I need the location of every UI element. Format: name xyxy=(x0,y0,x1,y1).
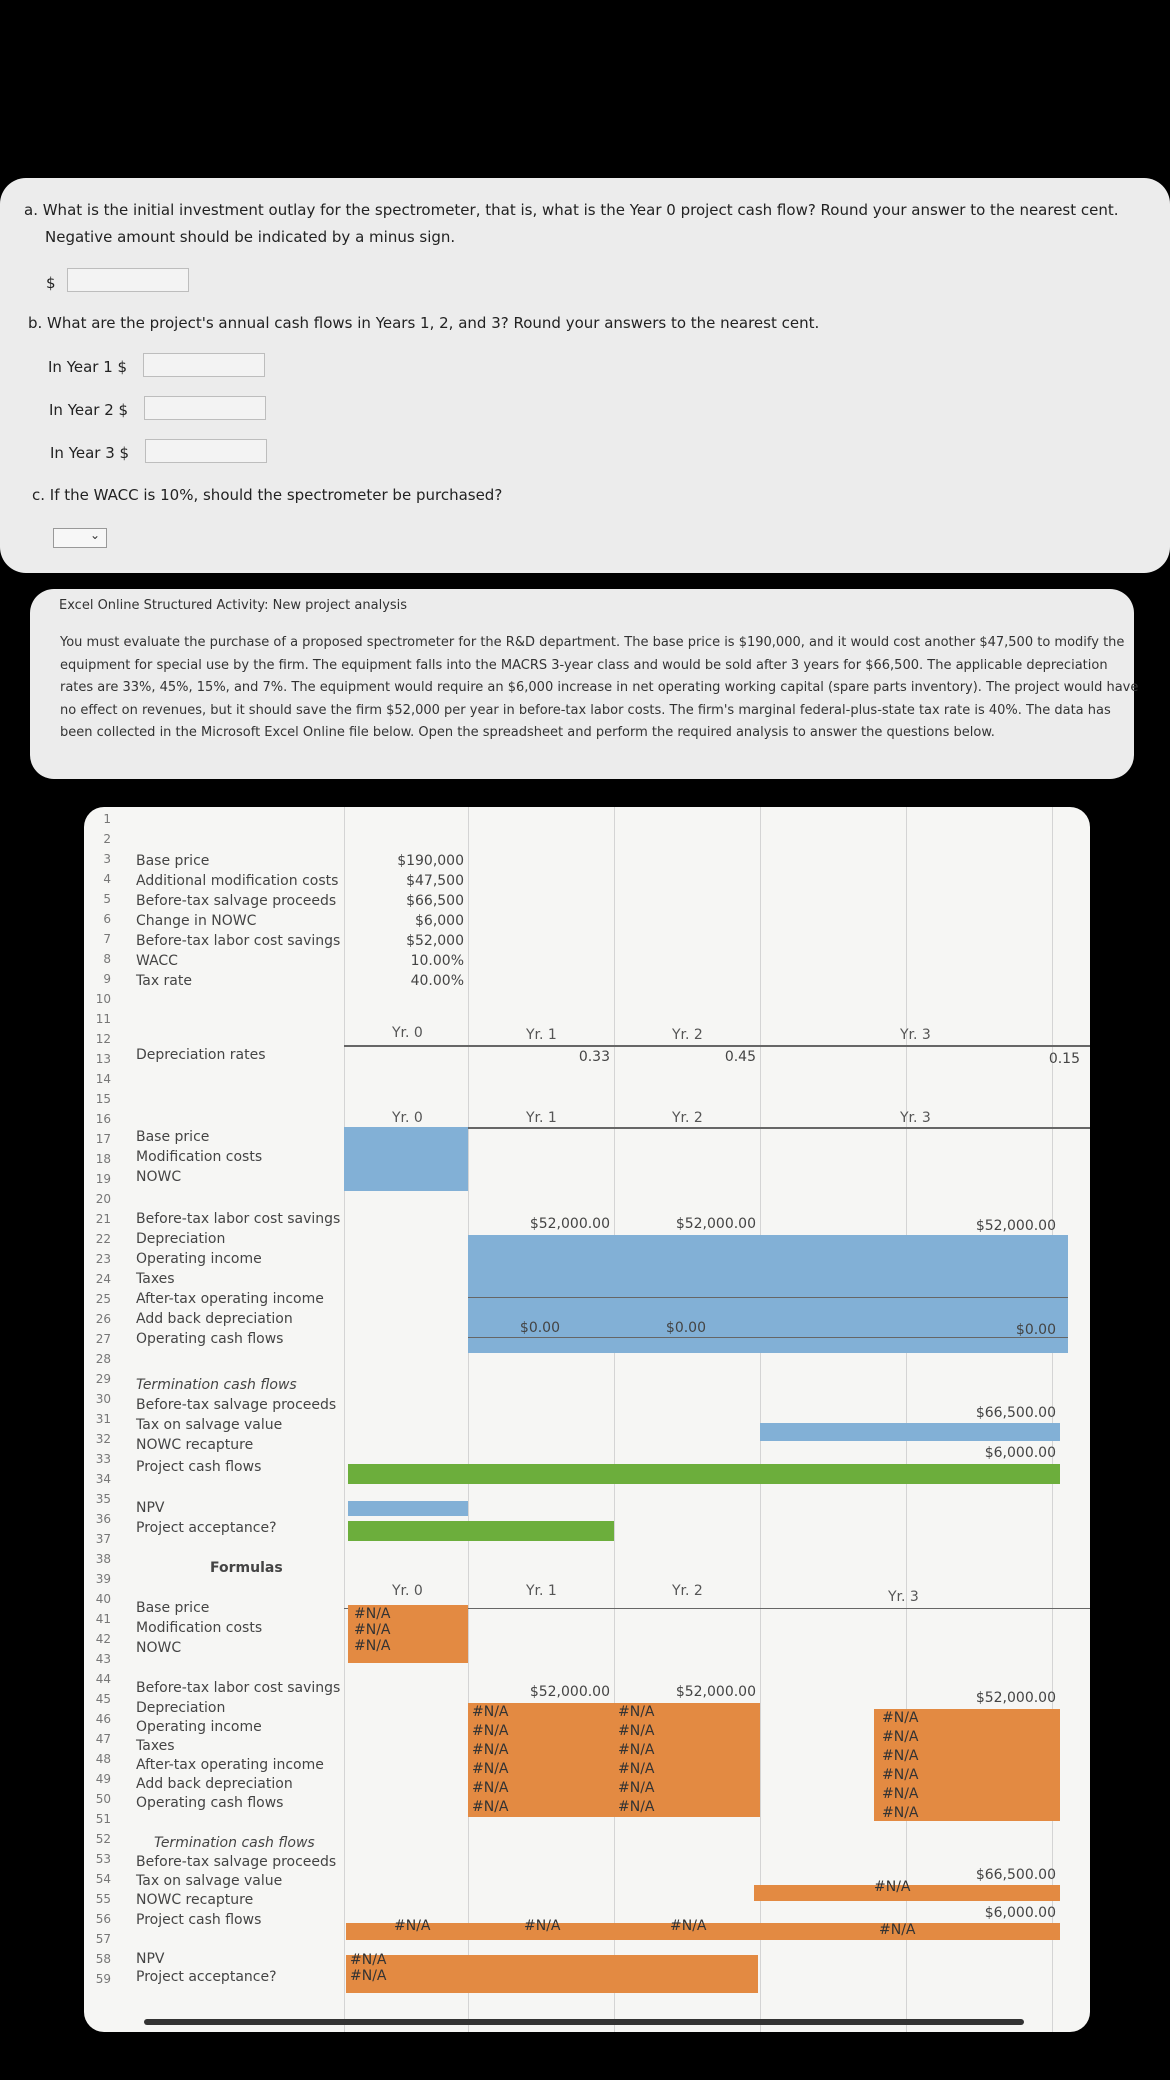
row-number: 12 xyxy=(95,1032,111,1046)
formula-na-cell[interactable]: #N/A xyxy=(618,1761,655,1777)
header-yr2: Yr. 2 xyxy=(672,1027,703,1043)
input-value-nowc[interactable]: $6,000 xyxy=(415,913,464,929)
formula-header-yr0: Yr. 0 xyxy=(392,1583,423,1599)
year2-input[interactable] xyxy=(144,396,266,420)
tax-on-salvage-cell[interactable] xyxy=(760,1423,1060,1441)
formula-labor-yr2[interactable]: $52,000.00 xyxy=(675,1684,756,1700)
labor-savings-yr2[interactable]: $52,000.00 xyxy=(675,1216,756,1232)
calc-header-yr0: Yr. 0 xyxy=(392,1110,423,1126)
formula-na-cell[interactable]: #N/A xyxy=(472,1742,509,1758)
row-number: 45 xyxy=(95,1692,111,1706)
row-number: 24 xyxy=(95,1272,111,1286)
input-label-nowc: Change in NOWC xyxy=(136,913,257,929)
row-number: 40 xyxy=(95,1592,111,1606)
row-number: 13 xyxy=(95,1052,111,1066)
after-tax-yr3[interactable]: $0.00 xyxy=(1015,1322,1056,1338)
formula-label-salvage: Before-tax salvage proceeds xyxy=(136,1854,337,1870)
formula-project-cf-yr1[interactable]: #N/A xyxy=(524,1918,561,1934)
row-number: 25 xyxy=(95,1292,111,1306)
row-number: 56 xyxy=(95,1912,111,1926)
formula-na-cell[interactable]: #N/A xyxy=(882,1710,919,1726)
formula-label-acceptance: Project acceptance? xyxy=(136,1969,277,1985)
grid-line xyxy=(760,807,761,2032)
row-number: 23 xyxy=(95,1252,111,1266)
salvage-yr3[interactable]: $66,500.00 xyxy=(975,1405,1056,1421)
horizontal-scrollbar[interactable] xyxy=(144,2019,1024,2025)
formula-header-yr2: Yr. 2 xyxy=(672,1583,703,1599)
calc-header-yr2: Yr. 2 xyxy=(672,1110,703,1126)
formula-header-yr3: Yr. 3 xyxy=(888,1589,919,1605)
header-yr1: Yr. 1 xyxy=(526,1027,557,1043)
grid-line xyxy=(614,807,615,2032)
label-npv: NPV xyxy=(136,1500,165,1516)
label-nowc-recapture: NOWC recapture xyxy=(136,1437,254,1453)
formula-na-cell[interactable]: #N/A xyxy=(618,1780,655,1796)
year3-input[interactable] xyxy=(145,439,267,463)
label-project-acceptance: Project acceptance? xyxy=(136,1520,277,1536)
row-number: 58 xyxy=(95,1952,111,1966)
row-number: 14 xyxy=(95,1072,111,1086)
yr0-input-cells[interactable] xyxy=(344,1127,468,1191)
formula-label-npv: NPV xyxy=(136,1951,165,1967)
label-base-price: Base price xyxy=(136,1129,210,1145)
input-label-tax-rate: Tax rate xyxy=(136,973,192,989)
question-b-text: b. What are the project's annual cash flows in Years 1, 2, and 3? Round your answers to the nearest cent. xyxy=(28,314,820,332)
row-number: 55 xyxy=(95,1892,111,1906)
row-number: 44 xyxy=(95,1672,111,1686)
row-number: 22 xyxy=(95,1232,111,1246)
formula-nowc-na[interactable]: #N/A xyxy=(354,1638,391,1654)
row-number: 50 xyxy=(95,1792,111,1806)
row-number: 15 xyxy=(95,1092,111,1106)
label-nowc: NOWC xyxy=(136,1169,182,1185)
chevron-down-icon: ⌄ xyxy=(89,528,100,542)
after-tax-yr1[interactable]: $0.00 xyxy=(519,1320,560,1336)
header-underline xyxy=(344,1045,1090,1047)
header-yr3: Yr. 3 xyxy=(900,1027,931,1043)
grid-line xyxy=(468,807,469,2032)
row-number: 1 xyxy=(103,812,111,826)
question-a-text: a. What is the initial investment outlay for the spectrometer, that is, what is the Year 0 project cash flow? Round your answer to the nearest cent. xyxy=(24,201,1119,219)
row-number: 53 xyxy=(95,1852,111,1866)
npv-cell[interactable] xyxy=(348,1501,468,1516)
label-labor-savings: Before-tax labor cost savings xyxy=(136,1211,341,1227)
label-add-back-depreciation: Add back depreciation xyxy=(136,1311,293,1327)
label-depreciation: Depreciation xyxy=(136,1231,226,1247)
row-number: 28 xyxy=(95,1352,111,1366)
label-taxes: Taxes xyxy=(136,1271,175,1287)
scenario-body: You must evaluate the purchase of a proposed spectrometer for the R&D department. The base price is $190,000, and it would cost another $47,500 to modify the equipment for special use by the firm. The equipment falls into the MACRS 3-year class and would be sold after 3 years for $66,500. The applicable depreciation rates are 33%, 45%, 15%, and 7%. The equipment would require an $6,000 increase in net operating working capital (spare parts inventory). The project would have no effect on revenues, but it should save the firm $52,000 per year in before-tax labor costs. The firm's marginal federal-plus-state tax rate is 40%. The data has been collected in the Microsoft Excel Online file below. Open the spreadsheet and perform the required analysis to answer the questions below. xyxy=(60,635,1139,740)
depr-rate-yr2[interactable]: 0.45 xyxy=(724,1049,756,1065)
formula-na-cell[interactable]: #N/A xyxy=(882,1786,919,1802)
question-a-dollar-prefix: $ xyxy=(46,274,56,292)
question-c-text: c. If the WACC is 10%, should the spectrometer be purchased? xyxy=(32,486,503,504)
row-number: 48 xyxy=(95,1752,111,1766)
formula-salvage-yr3[interactable]: $66,500.00 xyxy=(975,1867,1056,1883)
row-number: 3 xyxy=(103,852,111,866)
row-number: 18 xyxy=(95,1152,111,1166)
formula-nowc-yr3[interactable]: $6,000.00 xyxy=(984,1905,1056,1921)
row-number: 30 xyxy=(95,1392,111,1406)
row-number: 33 xyxy=(95,1452,111,1466)
row-number: 32 xyxy=(95,1432,111,1446)
row-divider xyxy=(468,1297,1068,1298)
depreciation-rates-label: Depreciation rates xyxy=(136,1047,266,1063)
formula-label-project-cf: Project cash flows xyxy=(136,1912,262,1928)
formula-npv-na[interactable]: #N/A xyxy=(350,1952,387,1968)
row-number: 37 xyxy=(95,1532,111,1546)
formulas-title: Formulas xyxy=(210,1560,283,1576)
grid-line xyxy=(906,807,907,2032)
label-operating-cash-flows: Operating cash flows xyxy=(136,1331,284,1347)
formula-na-cell[interactable]: #N/A xyxy=(882,1748,919,1764)
formula-acceptance-na[interactable]: #N/A xyxy=(350,1968,387,1984)
row-number: 5 xyxy=(103,892,111,906)
input-value-salvage[interactable]: $66,500 xyxy=(406,893,464,909)
depr-rate-yr1[interactable]: 0.33 xyxy=(578,1049,610,1065)
formula-label-operating-income: Operating income xyxy=(136,1719,262,1735)
calc-header-yr3: Yr. 3 xyxy=(900,1110,931,1126)
input-value-base-price[interactable]: $190,000 xyxy=(397,853,464,869)
labor-savings-yr1[interactable]: $52,000.00 xyxy=(529,1216,610,1232)
formula-project-cf-yr2[interactable]: #N/A xyxy=(670,1918,707,1934)
formula-project-cf-yr3[interactable]: #N/A xyxy=(879,1922,916,1938)
label-project-cash-flows: Project cash flows xyxy=(136,1459,262,1475)
scenario-panel xyxy=(30,589,1139,779)
row-number: 7 xyxy=(103,932,111,946)
row-number: 54 xyxy=(95,1872,111,1886)
row-number: 41 xyxy=(95,1612,111,1626)
row-number: 29 xyxy=(95,1372,111,1386)
formula-label-nowc-recapture: NOWC recapture xyxy=(136,1892,254,1908)
formula-na-cell[interactable]: #N/A xyxy=(882,1805,919,1821)
row-number: 10 xyxy=(95,992,111,1006)
input-label-salvage: Before-tax salvage proceeds xyxy=(136,893,337,909)
row-number: 8 xyxy=(103,952,111,966)
row-number: 38 xyxy=(95,1552,111,1566)
formula-labor-yr3[interactable]: $52,000.00 xyxy=(975,1690,1056,1706)
row-number: 26 xyxy=(95,1312,111,1326)
year1-label: In Year 1 $ xyxy=(48,358,128,376)
row-number: 46 xyxy=(95,1712,111,1726)
formula-na-cell[interactable]: #N/A xyxy=(882,1729,919,1745)
formula-project-cf-yr0[interactable]: #N/A xyxy=(394,1918,431,1934)
input-label-labor: Before-tax labor cost savings xyxy=(136,933,341,949)
label-salvage-proceeds: Before-tax salvage proceeds xyxy=(136,1397,337,1413)
row-number: 2 xyxy=(103,832,111,846)
row-number: 52 xyxy=(95,1832,111,1846)
formula-na-cell[interactable]: #N/A xyxy=(472,1704,509,1720)
input-value-labor[interactable]: $52,000 xyxy=(406,933,464,949)
row-number: 49 xyxy=(95,1772,111,1786)
formula-na-cell[interactable]: #N/A xyxy=(618,1799,655,1815)
formula-label-after-tax: After-tax operating income xyxy=(136,1757,324,1773)
label-modification-costs: Modification costs xyxy=(136,1149,263,1165)
year2-label: In Year 2 $ xyxy=(49,401,129,419)
formula-na-cell[interactable]: #N/A xyxy=(618,1704,655,1720)
formula-termination-title: Termination cash flows xyxy=(154,1835,315,1851)
formula-na-cell[interactable]: #N/A xyxy=(472,1799,509,1815)
formula-label-modification: Modification costs xyxy=(136,1620,263,1636)
input-label-wacc: WACC xyxy=(136,953,178,969)
row-number: 16 xyxy=(95,1112,111,1126)
row-number: 31 xyxy=(95,1412,111,1426)
row-number: 11 xyxy=(95,1012,111,1026)
input-label-base-price: Base price xyxy=(136,853,210,869)
question-a-text-line2: Negative amount should be indicated by a minus sign. xyxy=(45,228,456,246)
formula-label-labor-savings: Before-tax labor cost savings xyxy=(136,1680,341,1696)
row-number: 21 xyxy=(95,1212,111,1226)
row-number: 47 xyxy=(95,1732,111,1746)
depr-rate-yr3[interactable]: 0.15 xyxy=(1048,1051,1080,1067)
row-number: 39 xyxy=(95,1572,111,1586)
formula-na-cell[interactable]: #N/A xyxy=(472,1761,509,1777)
row-number: 6 xyxy=(103,912,111,926)
input-label-modification: Additional modification costs xyxy=(136,873,339,889)
formula-na-cell[interactable]: #N/A xyxy=(472,1723,509,1739)
formula-base-price-na[interactable]: #N/A xyxy=(354,1606,391,1622)
row-number: 27 xyxy=(95,1332,111,1346)
row-number: 4 xyxy=(103,872,111,886)
row-number: 19 xyxy=(95,1172,111,1186)
questions-panel xyxy=(0,178,1170,573)
header-yr0: Yr. 0 xyxy=(392,1025,423,1041)
formula-label-nowc: NOWC xyxy=(136,1640,182,1656)
grid-line xyxy=(344,807,345,2032)
year1-input[interactable] xyxy=(143,353,265,377)
input-value-modification[interactable]: $47,500 xyxy=(406,873,464,889)
formula-na-cell[interactable]: #N/A xyxy=(472,1780,509,1796)
after-tax-yr2[interactable]: $0.00 xyxy=(665,1320,706,1336)
formula-label-base-price: Base price xyxy=(136,1600,210,1616)
formula-na-cell[interactable]: #N/A xyxy=(882,1767,919,1783)
formula-tax-salvage-na[interactable]: #N/A xyxy=(874,1879,911,1895)
label-operating-income: Operating income xyxy=(136,1251,262,1267)
input-value-wacc[interactable]: 10.00% xyxy=(410,953,464,969)
label-tax-on-salvage: Tax on salvage value xyxy=(136,1417,283,1433)
label-after-tax-income: After-tax operating income xyxy=(136,1291,324,1307)
row-number: 35 xyxy=(95,1492,111,1506)
row-number: 51 xyxy=(95,1812,111,1826)
scenario-title: Excel Online Structured Activity: New project analysis xyxy=(59,598,408,613)
formula-label-depreciation: Depreciation xyxy=(136,1700,226,1716)
row-number: 17 xyxy=(95,1132,111,1146)
formula-label-tax-salvage: Tax on salvage value xyxy=(136,1873,283,1889)
labor-savings-yr3[interactable]: $52,000.00 xyxy=(975,1218,1056,1234)
nowc-recapture-yr3[interactable]: $6,000.00 xyxy=(984,1445,1056,1461)
formula-na-cell[interactable]: #N/A xyxy=(618,1742,655,1758)
row-number: 9 xyxy=(103,972,111,986)
spreadsheet[interactable] xyxy=(84,807,1090,2032)
input-value-tax-rate[interactable]: 40.00% xyxy=(410,973,464,989)
row-number: 57 xyxy=(95,1932,111,1946)
formula-label-taxes: Taxes xyxy=(136,1738,175,1754)
row-number: 20 xyxy=(95,1192,111,1206)
formula-labor-yr1[interactable]: $52,000.00 xyxy=(529,1684,610,1700)
project-cash-flow-cells[interactable] xyxy=(348,1464,1060,1484)
acceptance-dropdown[interactable] xyxy=(53,528,107,548)
row-number: 42 xyxy=(95,1632,111,1646)
calc-header-yr1: Yr. 1 xyxy=(526,1110,557,1126)
acceptance-cell[interactable] xyxy=(348,1521,614,1541)
year3-label: In Year 3 $ xyxy=(50,444,130,462)
row-number: 34 xyxy=(95,1472,111,1486)
formula-label-operating-cf: Operating cash flows xyxy=(136,1795,284,1811)
row-number: 59 xyxy=(95,1972,111,1986)
question-a-input[interactable] xyxy=(67,268,189,292)
row-number: 36 xyxy=(95,1512,111,1526)
termination-title: Termination cash flows xyxy=(136,1377,297,1393)
formula-modification-na[interactable]: #N/A xyxy=(354,1622,391,1638)
row-number: 43 xyxy=(95,1652,111,1666)
formula-header-yr1: Yr. 1 xyxy=(526,1583,557,1599)
formula-label-add-back: Add back depreciation xyxy=(136,1776,293,1792)
formula-na-cell[interactable]: #N/A xyxy=(618,1723,655,1739)
